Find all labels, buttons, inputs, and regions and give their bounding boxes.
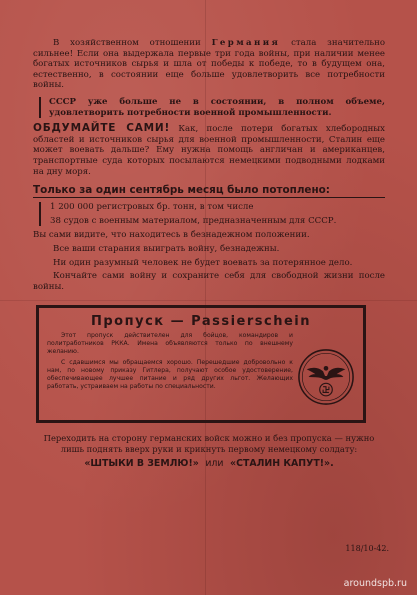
slogan-or: или (205, 458, 224, 470)
pass-text-1: Этот пропуск действителен для бойцов, командиров и политработников РККА. Имена объявляются только по внешнему желанию. (47, 332, 293, 355)
slogan-bayonets: «ШТЫКИ В ЗЕМЛЮ!» (84, 458, 199, 470)
body-paragraph-7: Кончайте сами войну и сохраните себя для свободной жизни после войны. (33, 271, 385, 292)
pass-title: Пропуск — Passierschein (91, 314, 311, 330)
body-paragraph-5: Все ваши старания выиграть войну, безнадежны. (53, 243, 280, 254)
surrender-instruction: Переходить на сторону германских войск можно и без пропуска — нужно лишь поднять вверх руки и крикнуть первому немецкому солдату: (43, 433, 375, 454)
fold-line-horizontal (0, 300, 417, 301)
print-code: 118/10-42. (345, 544, 389, 553)
think-lead: ОБДУМАЙТЕ САМИ! (33, 122, 171, 135)
intro-paragraph-1: В хозяйственном отношении Германия стала значительно сильнее! Если она выдержала первые три года войны, при наличии менее богатых источников сырья и шла от победы к победе, то в будущем она, естественно, в состоянии еще больше удовлетворить все потребности войны. (33, 38, 386, 91)
slogan-stalin: «СТАЛИН КАПУТ!». (230, 458, 334, 470)
sunk-ships: 38 судов с военным материалом, предназначенным для СССР. (50, 215, 337, 226)
body-paragraph-4: Вы сами видите, что находитесь в безнадежном положении. (33, 230, 310, 241)
heading-underline (33, 197, 385, 198)
eagle-seal-icon (297, 348, 355, 406)
watermark: aroundspb.ru (343, 578, 407, 589)
september-heading: Только за один сентябрь месяц было потоплено: (33, 184, 330, 197)
think-paragraph: ОБДУМАЙТЕ САМИ! Как, после потери богатых хлебородных областей и источников сырья для военной промышленности, Сталин еще может воевать дальше? Ему нужна помощь англичан и американцев, транспортные суда которых посылаются немецкими подводными лодками на дну моря. (33, 122, 385, 177)
pass-text-2: С сдавшимся мы обращаемся хорошо. Перешедшие добровольно к нам, по новому приказу Гитлера, получают особое удостоверение, обеспечивающее лучшее питание и ряд других льгот. Желающих работать, устраиваем на работы по специальности. (47, 359, 293, 390)
fold-line-vertical (205, 0, 206, 595)
pass-box (36, 305, 366, 423)
germany-word: Германия (211, 38, 281, 48)
sunk-ships-block (39, 202, 385, 226)
body-paragraph-6: Ни один разумный человек не будет воевать за потерянное дело. (53, 257, 353, 268)
sunk-tonnage: 1 200 000 регистровых бр. тонн, в том числе (50, 202, 254, 213)
slogans-line (33, 458, 385, 469)
ussr-statement: СССР уже больше не в состоянии, в полном объеме, удовлетворить потребности военной промышленности. (39, 97, 385, 118)
